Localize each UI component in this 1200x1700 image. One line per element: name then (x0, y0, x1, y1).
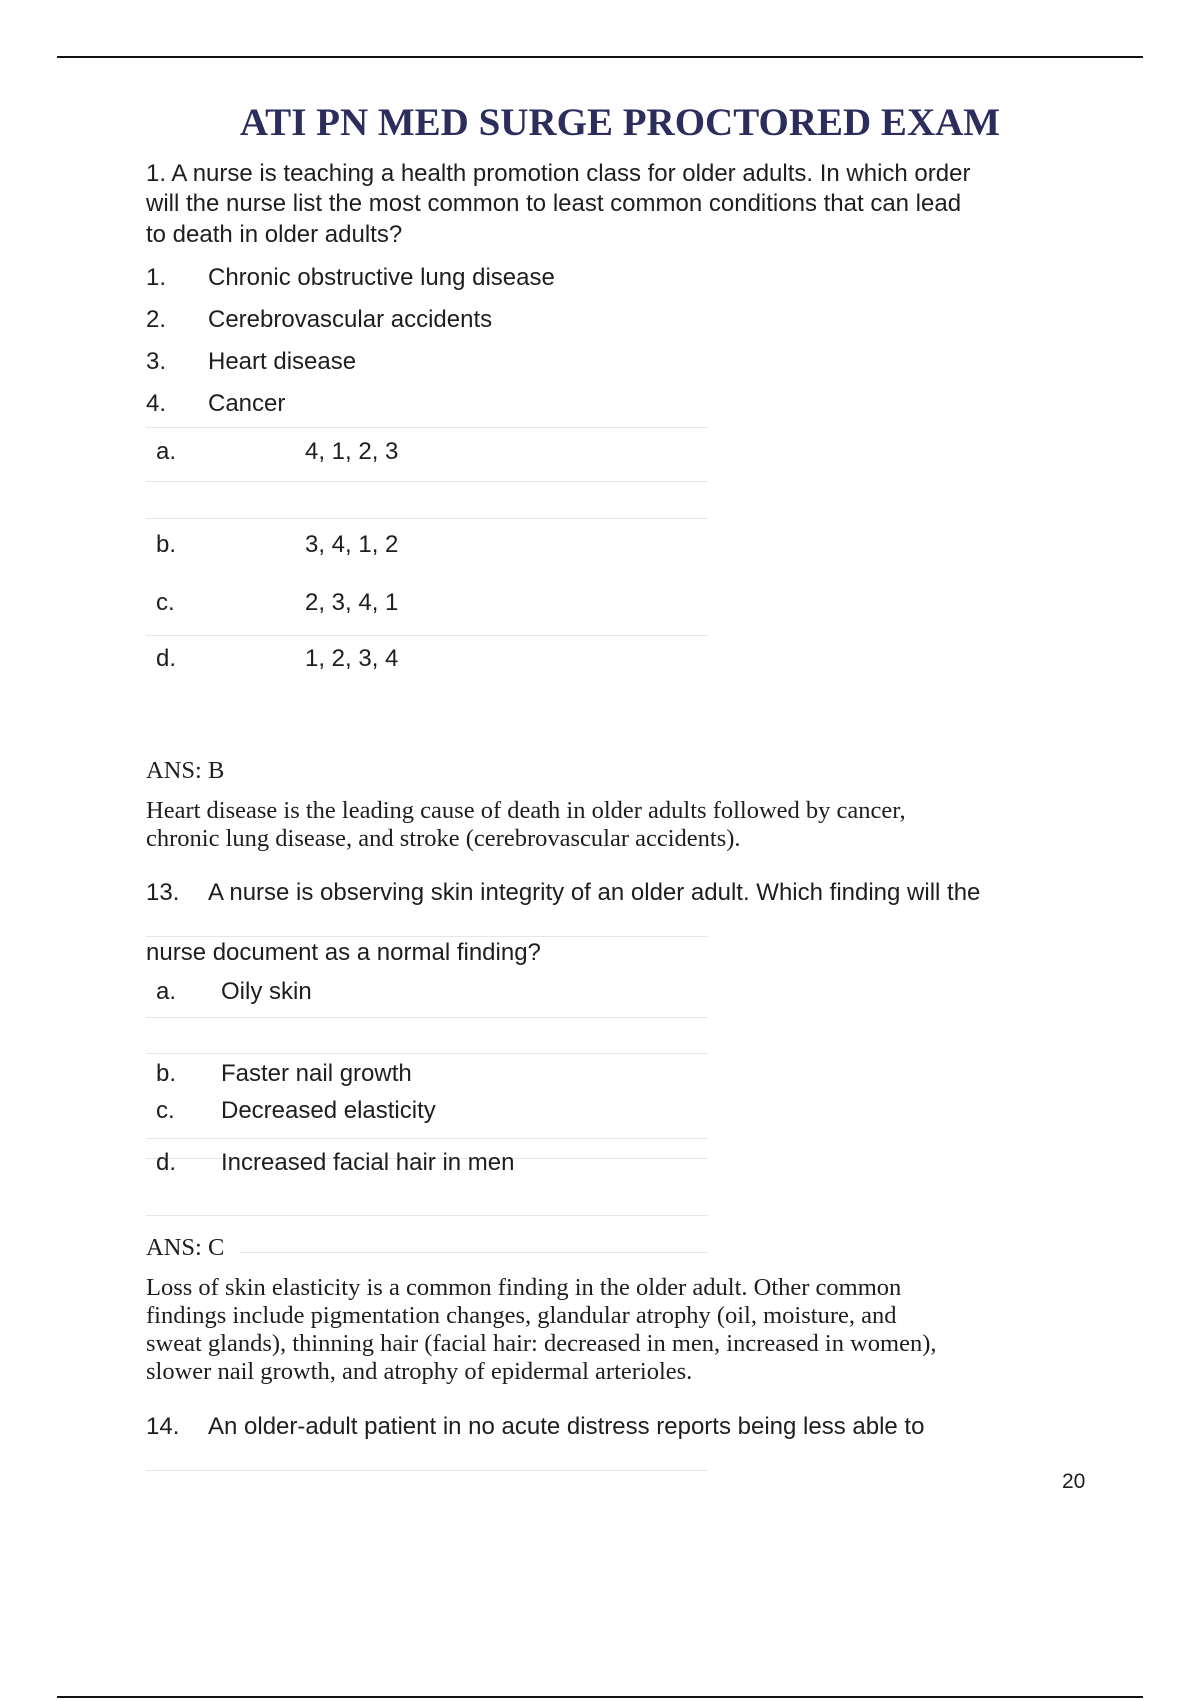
q1-option-d-letter: d. (156, 645, 177, 672)
q13-option-d-text: Increased facial hair in men (221, 1149, 515, 1176)
divider-line (146, 427, 708, 428)
q14-number: 14. (146, 1413, 180, 1440)
header-rule (57, 56, 1143, 58)
q1-item-2-number: 2. (146, 306, 167, 333)
q13-option-b-letter: b. (156, 1060, 177, 1087)
divider-line (146, 518, 708, 519)
q13-option-c-text: Decreased elasticity (221, 1097, 436, 1124)
q13-option-c-letter: c. (156, 1097, 175, 1124)
q1-item-2-text: Cerebrovascular accidents (208, 306, 493, 333)
q13-option-b-text: Faster nail growth (221, 1060, 412, 1087)
q13-option-a-text: Oily skin (221, 978, 312, 1005)
q1-rationale-line-1: Heart disease is the leading cause of death in older adults followed by cancer, (146, 797, 906, 824)
divider-line (146, 1470, 708, 1471)
divider-line (146, 1017, 708, 1018)
footer-rule (57, 1696, 1143, 1698)
q1-option-b-letter: b. (156, 531, 177, 558)
q1-stem-line-2: will the nurse list the most common to least common conditions that can lead (146, 190, 962, 217)
q13-stem-line-2: nurse document as a normal finding? (146, 939, 541, 966)
q1-option-c-text: 2, 3, 4, 1 (305, 589, 399, 616)
divider-line (146, 635, 708, 636)
q13-stem-line-1: A nurse is observing skin integrity of an older adult. Which finding will the (208, 879, 981, 906)
divider-line (146, 1138, 708, 1139)
q1-answer: ANS: B (146, 757, 225, 784)
divider-line (146, 481, 708, 482)
q1-item-4-number: 4. (146, 390, 167, 417)
q1-item-1-number: 1. (146, 264, 167, 291)
q13-option-a-letter: a. (156, 978, 177, 1005)
q1-item-1-text: Chronic obstructive lung disease (208, 264, 555, 291)
q1-item-3-number: 3. (146, 348, 167, 375)
q1-option-b-text: 3, 4, 1, 2 (305, 531, 399, 558)
q1-option-a-text: 4, 1, 2, 3 (305, 438, 399, 465)
q13-rationale-line-3: sweat glands), thinning hair (facial hair: decreased in men, increased in women), (146, 1330, 937, 1357)
q13-rationale-line-1: Loss of skin elasticity is a common finding in the older adult. Other common (146, 1274, 902, 1301)
q1-rationale-line-2: chronic lung disease, and stroke (cerebrovascular accidents). (146, 825, 741, 852)
q13-answer: ANS: C (146, 1234, 225, 1261)
divider-line (146, 1215, 708, 1216)
q1-option-a-letter: a. (156, 438, 177, 465)
divider-line (146, 1053, 708, 1054)
q13-number: 13. (146, 879, 180, 906)
q1-stem-line-3: to death in older adults? (146, 221, 403, 248)
q1-item-3-text: Heart disease (208, 348, 357, 375)
page-number: 20 (1062, 1470, 1086, 1493)
q1-stem-line-1: 1. A nurse is teaching a health promotion class for older adults. In which order (146, 160, 971, 187)
q14-stem-line-1: An older-adult patient in no acute distress reports being less able to (208, 1413, 925, 1440)
q13-rationale-line-2: findings include pigmentation changes, glandular atrophy (oil, moisture, and (146, 1302, 897, 1329)
q1-option-c-letter: c. (156, 589, 175, 616)
q13-option-d-letter: d. (156, 1149, 177, 1176)
q1-option-d-text: 1, 2, 3, 4 (305, 645, 399, 672)
q1-item-4-text: Cancer (208, 390, 286, 417)
q13-rationale-line-4: slower nail growth, and atrophy of epidermal arterioles. (146, 1358, 693, 1385)
document-title: ATI PN MED SURGE PROCTORED EXAM (239, 101, 1001, 144)
divider-line (240, 1252, 708, 1253)
